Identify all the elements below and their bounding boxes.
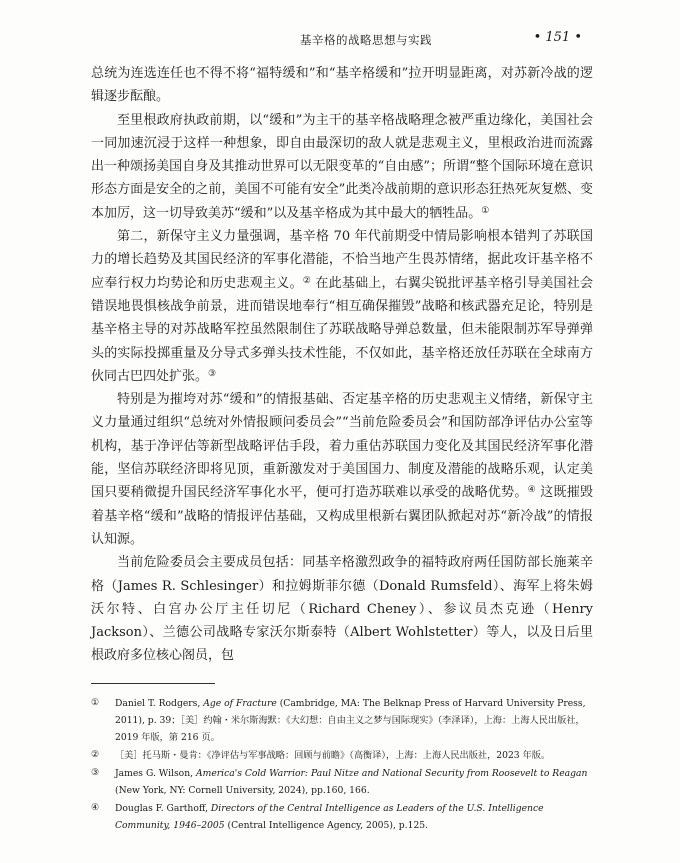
page-header	[0, 30, 680, 52]
footnote-text: ［美］托马斯・曼肯：《净评估与军事战略：回顾与前瞻》（高衡译），上海：上海人民出版社，2023 年版。	[115, 750, 551, 761]
footnote-number: ②	[91, 750, 100, 760]
footnotes	[91, 695, 593, 835]
paragraph-text: 总统为连选连任也不得不将“福特缓和”和“基辛格缓和”拉开明显距离，对苏新冷战的逻辑逐步酝酿。	[91, 66, 593, 105]
paragraph-text: 特别是为摧垮对苏“缓和”的情报基础、否定基辛格的历史悲观主义情绪，新保守主义力量通过组织“总统对外情报顾问委员会”“当前危险委员会”和国防部净评估办公室等机构，基于净评估等新型战略评估手段，着力重估苏联国力变化及其国民经济军事化潜能，坚信苏联经济即将见顶，重新激发对于美国国力、制度及潜能的战略乐观，认定美国只要稍微提升国民经济军事化水平，便可打造苏联难以承受的战略优势。	[91, 392, 593, 501]
footnote-text: Daniel T. Rodgers, Age of Fracture (Cambridge, MA: The Belknap Press of Harvard University Press, 2011), p. 39；［美］约翰・米尔斯海默：《大幻想：自由主义之梦与国际现实》（李泽译），上海：上海人民出版社，2019 年版，第 216 页。	[115, 698, 586, 743]
paragraph	[91, 551, 593, 667]
page-number: • 151 •	[533, 30, 582, 45]
footnote-ref[interactable]: ①	[481, 205, 490, 216]
footnote-ref[interactable]: ④	[527, 485, 536, 496]
paragraph-text: 这既摧毁着基辛格“缓和”战略的情报评估基础，又构成里根新右翼团队掀起对苏“新冷战”的情报认知源。	[91, 485, 593, 547]
paragraph	[91, 62, 593, 109]
footnote-ref[interactable]: ②	[302, 275, 312, 286]
paragraph	[91, 388, 593, 551]
footnote-text: Douglas F. Garthoff, Directors of the Central Intelligence as Leaders of the U.S. Intelligence Community, 1946–2005 (Central Intelligence Agency, 2005), p.125.	[115, 803, 544, 831]
footnote-number: ①	[91, 698, 100, 708]
footnote-divider	[91, 683, 215, 684]
running-title: 基辛格的战略思想与实践	[300, 33, 432, 47]
footnote	[91, 765, 593, 799]
footnote-ref[interactable]: ③	[208, 368, 217, 379]
paragraph	[91, 225, 593, 388]
paragraph-text: 在此基础上，右翼尖锐批评基辛格引导美国社会错误地畏惧核战争前景，进而错误地奉行“相互确保摧毁”战略和核武器充足论，特别是基辛格主导的对苏战略军控虽然限制住了苏联战略导弹总数量，但未能限制苏军导弹弹头的实际投掷重量及分导式多弹头技术性能，不仅如此，基辛格还放任苏联在全球南方伙同古巴四处扩张。	[91, 275, 593, 384]
footnote-number: ③	[91, 768, 100, 778]
paragraph	[91, 109, 593, 225]
paragraph-text: 第二，新保守主义力量强调，基辛格 70 年代前期受中情局影响根本错判了苏联国力的增长趋势及其国民经济的军事化潜能，不恰当地产生畏苏情绪，据此攻讦基辛格不应奉行权力均势论和历史悲观主义。	[91, 229, 593, 291]
footnote	[91, 800, 593, 834]
footnote	[91, 695, 593, 746]
footnote-number: ④	[91, 803, 100, 813]
footnote	[91, 747, 593, 764]
body-text	[91, 62, 593, 668]
paragraph-text: 当前危险委员会主要成员包括：同基辛格激烈政争的福特政府两任国防部长施莱辛格（James R. Schlesinger）和拉姆斯菲尔德（Donald Rumsfeld）、海军上将朱姆沃尔特、白宫办公厅主任切尼（Richard Cheney）、参议员杰克逊（Henry Jackson）、兰德公司战略专家沃尔斯泰特（Albert Wohlstetter）等人，以及日后里根政府多位核心阁员，包	[91, 555, 593, 664]
footnote-text: James G. Wilson, America's Cold Warrior: Paul Nitze and National Security from Roosevelt to Reagan (New York, NY: Cornell University, 2024), pp.160, 166.	[115, 768, 588, 796]
paragraph-text: 至里根政府执政前期，以“缓和”为主干的基辛格战略理念被严重边缘化，美国社会一同加速沉浸于这样一种想象，即自由最深切的敌人就是悲观主义，里根政治进而流露出一种颂扬美国自身及其推动世界可以无限变革的“自由感”；所谓“整个国际环境在意识形态方面是安全的之前，美国不可能有安全”此类冷战前期的意识形态狂热死灰复燃、变本加厉，这一切导致美苏“缓和”以及基辛格成为其中最大的牺牲品。	[91, 112, 593, 221]
